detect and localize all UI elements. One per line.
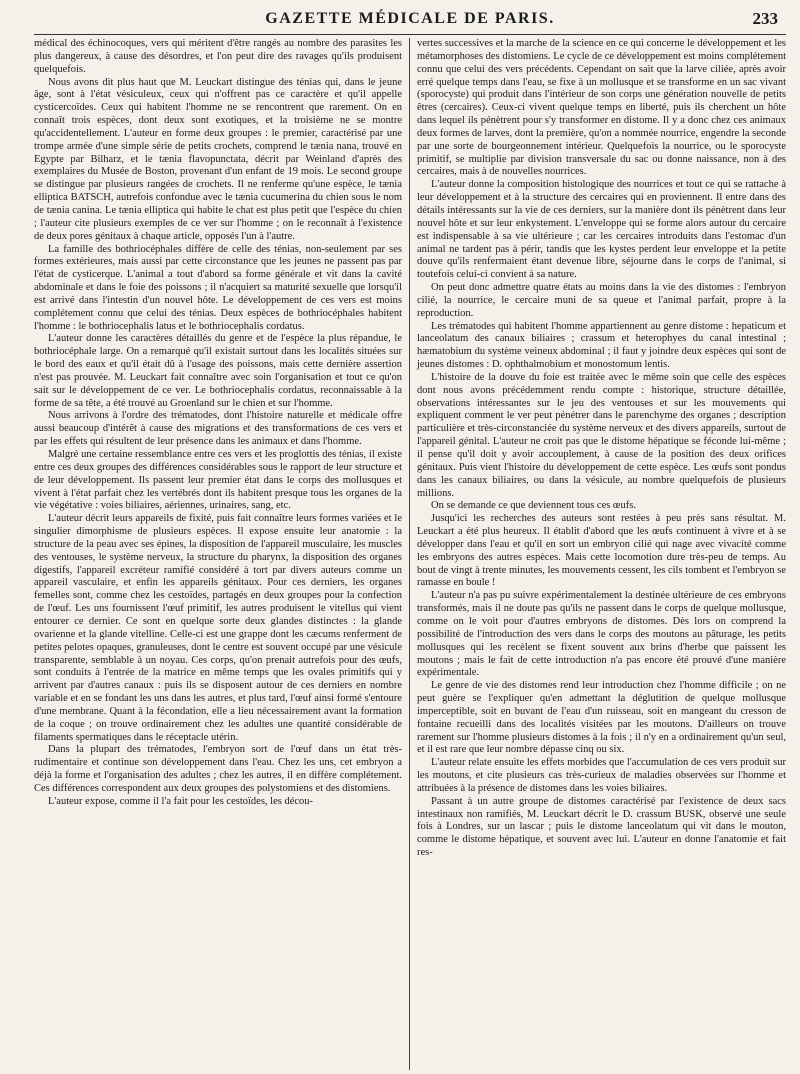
page-number: 233 bbox=[752, 9, 778, 28]
paragraph: L'auteur expose, comme il l'a fait pour les cestoïdes, les décou- bbox=[48, 795, 314, 807]
paragraph: L'auteur relate ensuite les effets morbides que l'accumulation de ces vers produit sur les moutons, et cite plusieurs cas très-curieux de maladies observées sur l'homme et attribuées à la présence de distomes dans les voies biliaires. bbox=[417, 757, 786, 794]
paragraph: On se demande ce que deviennent tous ces œufs. bbox=[431, 500, 636, 512]
paragraph: Dans la plupart des trématodes, l'embryon sort de l'œuf dans un état très-rudimentaire et continue son développement dans l'eau. Chez les uns, cet embryon a déjà la forme et l'organisation des adultes ; chez les autres, il en diffère complétement. Ces différences correspondent aux deux groupes des polystomiens et des distomiens. bbox=[34, 744, 402, 794]
paragraph: Nous arrivons à l'ordre des trématodes, dont l'histoire naturelle et médicale offre aussi beaucoup d'intérêt à cause des migrations et des transformations de ces vers et par les effets qui résultent de leur présence dans les animaux et dans l'homme. bbox=[34, 410, 402, 448]
text-columns bbox=[34, 38, 786, 1070]
paragraph: Le genre de vie des distomes rend leur introduction chez l'homme difficile ; on ne peut guère se l'expliquer qu'en admettant la déglutition de quelque mollusque imperceptible, soit en buvant de l'eau d'un ruisseau, soit en mangeant du cresson de fontaine recueilli dans des localités visitées par les moutons. D'ailleurs on trouve rarement sur l'homme plusieurs distomes à la fois ; il n'y en a ordinairement qu'un seul, et il est rare que leur nombre dépasse cinq ou six. bbox=[417, 680, 786, 756]
paragraph: Nous avons dit plus haut que M. Leuckart distingue des ténias qui, dans le jeune âge, sont à l'état vésiculeux, ceux qui n'offrent pas ce caractère et qu'il appelle cysticercoïdes. Ceux qui habitent l'homme ne se rencontrent que rarement. On en connaît trois espèces, dont deux sont exotiques, et la troisième ne se montre qu'accidentellement. L'auteur en forme deux groupes : le premier, caractérisé par une trompe armée d'une simple série de petits crochets, comprend le tænia nana, trouvé en Egypte par Bilharz, et le tænia flavopunctata, décrit par Weinland d'après des exemplaires du Musée de Boston, provenant d'un enfant de 19 mois. Le second groupe se distingue par plusieurs rangées de crochets. Il ne renferme qu'une espèce, le tænia elliptica BATSCH, autrefois confondue avec le tænia cucumerina du chien sous le nom de tænia canina. Le tænia elliptica qui habite le chat est plus petit que l'espèce du chien ; l'auteur cite plusieurs exemples de ce ver sur l'homme ; on le reconnaît à l'existence de deux pores génitaux à chaque article, opposés l'un à l'autre. bbox=[34, 76, 402, 242]
paragraph: L'auteur décrit leurs appareils de fixité, puis fait connaître leurs formes variées et le singulier dimorphisme de plusieurs espèces. Il expose ensuite leur anatomie : la structure de la peau avec ses épines, la disposition de l'appareil musculaire, les muscles des ventouses, le système nerveux, la structure du pharynx, la disposition des organes digestifs, l'appareil excréteur ramifié considéré à tort par divers auteurs comme un appareil vasculaire, et enfin les appareils génitaux. Pour ces derniers, les organes femelles sont, comme chez les cestoïdes, partagés en deux groupes pour la confection de l'œuf. Les uns fournissent l'œuf primitif, les autres produisent le vitellus qui vient entourer ce dernier. Ce sont en quelque sorte deux glandes distinctes : la glande ovarienne et la glande vitelline. Celle-ci est une grappe dont les cæcums renferment de petites pelotes opaques, granuleuses, dont le centre est souvent occupé par une vésicule transparente, semblable à un noyau. Ces corps, qu'on prenait autrefois pour des œufs, sont conduits à l'entrée de la matrice en même temps que les ovales primitifs qui y arrivent par d'autres canaux : puis ils se disposent autour de ces derniers en nombre variable et en se fondant les uns dans les autres, et plus tard, l'œuf ainsi formé s'entoure d'une membrane. Quant à la fécondation, elle a lieu nécessairement avant la formation de la coque ; on trouve ordinairement chez les adultes une quantité considérable de filaments spermatiques dans le réceptacle utérin. bbox=[34, 513, 402, 743]
paragraph: vertes successives et la marche de la science en ce qui concerne le développement et les métamorphoses des distomiens. Le cycle de ce développement est moins complétement connu que celui des vers précédents. Cependant on sait que la larve ciliée, après avoir erré quelque temps dans l'eau, se fixe à un mollusque et se transforme en un sac vivant (sporocyste) qui produit dans l'intérieur de son corps une génération nouvelle de petits êtres (cercaires). Ceux-ci vivent quelque temps en liberté, puis ils cherchent un hôte dans lequel ils pénètrent pour s'y transformer en distome. Il y a donc chez ces animaux deux formes de larves, dont la première, qu'on a nommée nourrice, engendre la seconde par une sorte de bourgeonnement intérieur. Quelquefois la nourrice, ou le sporocyste primitif, se multiplie par division transversale du sac ou donne naissance, non à des cercaires, mais à de nouvelles nourrices. bbox=[417, 38, 786, 178]
paragraph: Les trématodes qui habitent l'homme appartiennent au genre distome : hepaticum et lanceolatum des canaux biliaires ; crassum et heterophyes du canal intestinal ; hæmatobium du système veineux abdominal ; il faut y joindre deux espèces qui sont de jeunes distomes : D. ophthalmobium et monostomum lentis. bbox=[417, 320, 786, 371]
right-column bbox=[410, 38, 786, 1070]
paragraph: médical des échinocoques, vers qui méritent d'être rangés au nombre des parasites les plus dangereux, à cause des désordres, et l'on peut dire des ravages qu'ils produisent quelquefois. bbox=[34, 38, 402, 75]
paragraph: L'histoire de la douve du foie est traitée avec le même soin que celle des espèces dont nous avons précédemment rendu compte : historique, structure détaillée, observations intéressantes sur le jeu des ventouses et sur les mouvements qui expliquent comment le ver peut pénétrer dans le parenchyme des organes ; description particulière et très-circonstanciée du système nerveux et des divers appareils, surtout de l'appareil génital. L'auteur ne croit pas que le distome hépatique se féconde lui-même ; il pense qu'il doit y avoir accouplement, à cause de la position des deux orifices génitaux. Puis vient l'histoire du développement de cette espèce. Les œufs sont pondus dans les canaux biliaires, ou dans la vésicule, au nombre quelquefois de plusieurs millions. bbox=[417, 371, 786, 499]
paragraph: Passant à un autre groupe de distomes caractérisé par l'existence de deux sacs intestinaux non ramifiés, M. Leuckart décrit le D. crassum BUSK, observé une seule fois à Londres, sur un lascar ; puis le distome lanceolatum qui vit dans le mouton, comme le distome hépatique, et souvent avec lui. L'auteur en donne l'anatomie et fait res- bbox=[417, 795, 786, 859]
left-column bbox=[34, 38, 410, 1070]
paragraph: On peut donc admettre quatre états au moins dans la vie des distomes : l'embryon cilié, la nourrice, le cercaire muni de sa queue et l'animal parfait, propre à la reproduction. bbox=[417, 282, 786, 319]
paragraph: Jusqu'ici les recherches des auteurs sont restées à peu près sans résultat. M. Leuckart a été plus heureux. Il établit d'abord que les œufs continuent à vivre et à se développer dans l'eau et qu'il en sort un embryon cilié qui nage avec vivacité comme les embryons des autres espèces. Mais cette locomotion dure très-peu de temps. Au bout de vingt à trente minutes, les mouvements cessent, les cils tombent et l'embryon se ramasse en boule ! bbox=[417, 513, 786, 589]
paragraph: L'auteur n'a pas pu suivre expérimentalement la destinée ultérieure de ces embryons transformés, mais il ne doute pas qu'ils ne passent dans le corps de quelque mollusque, comme on le voit pour d'autres embryons de distomes. Dès lors on comprend la possibilité de l'introduction des vers dans le corps des moutons au pâturage, les petits mollusques qui les recèlent se fixent souvent aux brins d'herbe que paissent les moutons ; mais le fait de cette introduction n'a pas encore été prouvé d'une manière expérimentale. bbox=[417, 590, 786, 679]
paragraph: L'auteur donne la composition histologique des nourrices et tout ce qui se rattache à leur développement et à la structure des cercaires qui en proviennent. Il entre dans des détails intéressants sur la vie de ces derniers, sur la manière dont ils pénètrent dans leur nouvel hôte et sur leur enkystement. L'enveloppe qui se forme alors autour du cercaire est indispensable à sa vie ultérieure ; car les cercaires introduits dans l'estomac d'un animal ne tardent pas à périr, tandis que les kystes perdent leur enveloppe et la petite douve qu'ils renfermaient étant devenue libre, séjourne dans le corps de l'animal, si toutefois celui-ci convient à sa nature. bbox=[417, 179, 786, 281]
page-header bbox=[34, 6, 786, 35]
paragraph: Malgré une certaine ressemblance entre ces vers et les proglottis des ténias, il existe entre ces deux groupes des différences considérables sous le rapport de leur structure et de leur développement. Ils passent leur premier état dans le corps des mollusques et vivent à l'état parfait chez les vertébrés dont ils habitent presque tous les organes de la vie végétative : voies biliaires, aériennes, urinaires, sang, etc. bbox=[34, 449, 402, 512]
running-head: GAZETTE MÉDICALE DE PARIS. bbox=[265, 10, 555, 27]
paragraph: L'auteur donne les caractères détaillés du genre et de l'espèce la plus répandue, le bothriocéphale large. On a remarqué qu'il existait surtout dans les localités situées sur le bord des eaux et qu'il était dû à l'usage des poissons, mais cette dernière assertion n'est pas prouvée. M. Leuckart fait connaître avec soin l'organisation et tout ce qu'on sait sur le développement de ce ver. Le bothriocephalis cordatus, reconnaissable à la forme de sa tête, a été trouvé au Groenland sur le chien et sur l'homme. bbox=[34, 333, 402, 409]
paragraph: La famille des bothriocéphales diffère de celle des ténias, non-seulement par ses formes extérieures, mais aussi par cette circonstance que les jeunes ne passent pas par l'état de cysticerque. L'animal a tout d'abord sa forme générale et vit dans la cavité abdominale et dans le foie des poissons ; il n'acquiert sa maturité sexuelle que lorsqu'il est arrivé dans l'intestin d'un nouvel hôte. Le développement de ces vers est moins complétement connu que celui des ténias. Deux espèces de bothriocéphales habitent l'homme : le bothriocephalis latus et le bothriocephalis cordatus. bbox=[34, 243, 402, 332]
